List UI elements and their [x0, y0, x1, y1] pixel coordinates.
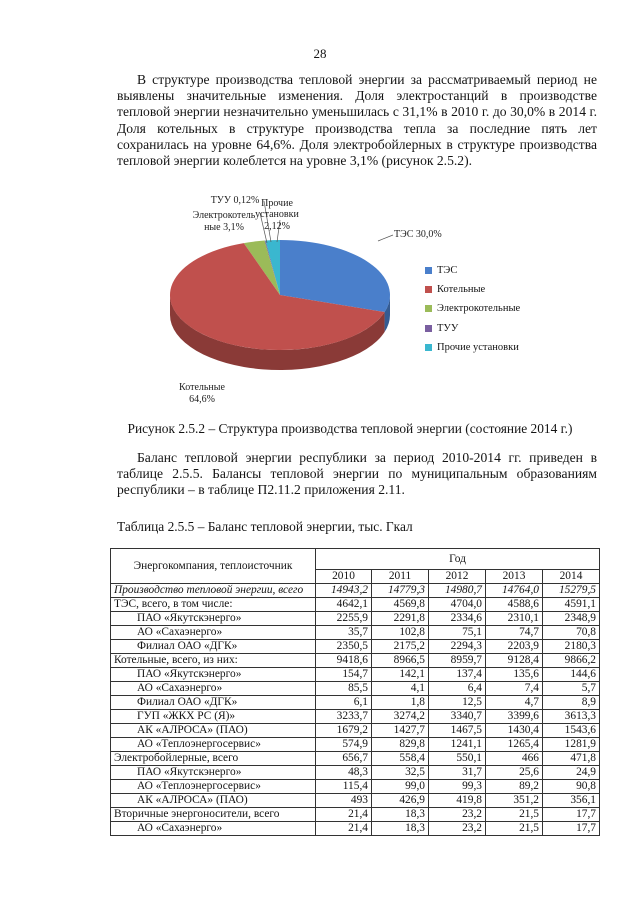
row-value: 829,8	[372, 738, 429, 752]
row-value: 31,7	[429, 766, 486, 780]
row-value: 574,9	[316, 738, 372, 752]
other-label-line2: установки	[255, 209, 299, 220]
table-row	[111, 822, 600, 836]
table-row	[111, 584, 600, 598]
table-caption: Таблица 2.5.5 – Баланс тепловой энергии, тыс. Гкал	[117, 519, 413, 534]
table-row	[111, 766, 600, 780]
row-value: 3399,6	[486, 710, 543, 724]
row-value: 3274,2	[372, 710, 429, 724]
header-year: 2010	[316, 570, 372, 584]
row-value: 1467,5	[429, 724, 486, 738]
row-label: АО «Теплоэнергосервис»	[111, 738, 316, 752]
row-value: 2291,8	[372, 612, 429, 626]
other-label-line3: 2,12%	[264, 221, 290, 232]
row-value: 2255,9	[316, 612, 372, 626]
table-row	[111, 682, 600, 696]
balance-paragraph: Баланс тепловой энергии республики за период 2010-2014 гг. приведен в таблице 2.5.5. Балансы тепловой энергии по муниципальным образованиям республики – в таблице П2.11.2 приложения 2.11.	[117, 450, 597, 498]
row-label: ПАО «Якутскэнерго»	[111, 668, 316, 682]
legend-swatch	[425, 286, 432, 293]
row-value: 1241,1	[429, 738, 486, 752]
table-row	[111, 808, 600, 822]
row-value: 4704,0	[429, 598, 486, 612]
row-value: 25,6	[486, 766, 543, 780]
row-value: 14779,3	[372, 584, 429, 598]
page-number: 28	[313, 46, 327, 61]
row-value: 137,4	[429, 668, 486, 682]
row-value: 4,1	[372, 682, 429, 696]
row-value: 7,4	[486, 682, 543, 696]
row-label: Производство тепловой энергии, всего	[111, 584, 316, 598]
row-value: 2350,5	[316, 640, 372, 654]
table-row	[111, 654, 600, 668]
row-label: Филиал ОАО «ДГК»	[111, 696, 316, 710]
row-value: 1543,6	[543, 724, 600, 738]
row-value: 4588,6	[486, 598, 543, 612]
row-value: 21,5	[486, 822, 543, 836]
legend-item-tuu	[425, 319, 520, 338]
electro-label-line1: Электрокотель	[192, 210, 256, 221]
row-value: 17,7	[543, 822, 600, 836]
row-value: 99,0	[372, 780, 429, 794]
row-value: 6,1	[316, 696, 372, 710]
row-value: 4642,1	[316, 598, 372, 612]
row-label: АО «Сахаэнерго»	[111, 626, 316, 640]
figure-caption: Рисунок 2.5.2 – Структура производства тепловой энергии (состояние 2014 г.)	[127, 421, 573, 436]
table-row	[111, 710, 600, 724]
row-value: 21,5	[486, 808, 543, 822]
row-value: 135,6	[486, 668, 543, 682]
row-label: ГУП «ЖКХ РС (Я)»	[111, 710, 316, 724]
row-value: 2203,9	[486, 640, 543, 654]
row-value: 1430,4	[486, 724, 543, 738]
table-row	[111, 640, 600, 654]
row-value: 471,8	[543, 752, 600, 766]
row-value: 74,7	[486, 626, 543, 640]
row-value: 9866,2	[543, 654, 600, 668]
row-value: 466	[486, 752, 543, 766]
row-label: ПАО «Якутскэнерго»	[111, 612, 316, 626]
legend-item-other	[425, 338, 520, 357]
header-year: 2011	[372, 570, 429, 584]
table-row	[111, 752, 600, 766]
row-value: 2294,3	[429, 640, 486, 654]
row-value: 1,8	[372, 696, 429, 710]
legend-label: Электрокотельные	[437, 303, 521, 315]
row-value: 115,4	[316, 780, 372, 794]
table-row	[111, 738, 600, 752]
row-value: 35,7	[316, 626, 372, 640]
tes-callout-line	[378, 235, 393, 241]
row-value: 493	[316, 794, 372, 808]
row-value: 3613,3	[543, 710, 600, 724]
table-header-row	[111, 549, 600, 570]
other-label-line1: Прочие	[261, 198, 293, 209]
row-label: АО «Сахаэнерго»	[111, 682, 316, 696]
row-label: Электробойлерные, всего	[111, 752, 316, 766]
row-label: ТЭС, всего, в том числе:	[111, 598, 316, 612]
row-value: 14980,7	[429, 584, 486, 598]
row-value: 2180,3	[543, 640, 600, 654]
legend-swatch	[425, 344, 432, 351]
row-label: АО «Теплоэнергосервис»	[111, 780, 316, 794]
row-label: АО «Сахаэнерго»	[111, 822, 316, 836]
table-row	[111, 780, 600, 794]
row-value: 1265,4	[486, 738, 543, 752]
row-value: 426,9	[372, 794, 429, 808]
row-value: 550,1	[429, 752, 486, 766]
table-row	[111, 598, 600, 612]
table-row	[111, 794, 600, 808]
row-value: 558,4	[372, 752, 429, 766]
row-label: АК «АЛРОСА» (ПАО)	[111, 794, 316, 808]
intro-paragraph: В структуре производства тепловой энергии за рассматриваемый период не выявлены значительные изменения. Доля электростанций в производстве тепловой энергии незначительно уменьшилась с 31,1% в 2010 г. до 30,0% в 2014 г. Доля котельных в структуре производства тепла за последние пять лет сохранилась на уровне 64,6%. Доля электробойлерных в структуре производства тепловой энергии колеблется на уровне 3,1% (рисунок 2.5.2).	[117, 72, 597, 169]
table-row	[111, 626, 600, 640]
row-value: 656,7	[316, 752, 372, 766]
boilers-label-line1: Котельные	[179, 382, 225, 393]
legend-swatch	[425, 325, 432, 332]
header-year: 2012	[429, 570, 486, 584]
legend-label: Прочие установки	[437, 341, 519, 353]
row-value: 4,7	[486, 696, 543, 710]
row-value: 90,8	[543, 780, 600, 794]
legend-item-tes	[425, 261, 520, 280]
row-value: 2310,1	[486, 612, 543, 626]
row-value: 23,2	[429, 808, 486, 822]
legend-label: Котельные	[437, 284, 486, 296]
row-value: 154,7	[316, 668, 372, 682]
row-value: 12,5	[429, 696, 486, 710]
row-value: 5,7	[543, 682, 600, 696]
heat-balance-table	[110, 548, 600, 836]
row-value: 419,8	[429, 794, 486, 808]
row-value: 351,2	[486, 794, 543, 808]
row-value: 3340,7	[429, 710, 486, 724]
row-value: 8966,5	[372, 654, 429, 668]
tuu-label: ТУУ 0,12%	[210, 195, 260, 206]
row-value: 14943,2	[316, 584, 372, 598]
row-label: Вторичные энергоносители, всего	[111, 808, 316, 822]
legend-swatch	[425, 305, 432, 312]
table-row	[111, 724, 600, 738]
row-value: 32,5	[372, 766, 429, 780]
row-value: 14764,0	[486, 584, 543, 598]
table-row	[111, 668, 600, 682]
pie-chart	[160, 195, 460, 410]
row-value: 102,8	[372, 626, 429, 640]
row-value: 24,9	[543, 766, 600, 780]
electro-label-line2: ные 3,1%	[204, 222, 244, 233]
header-company: Энергокомпания, теплоисточник	[111, 549, 316, 584]
row-value: 142,1	[372, 668, 429, 682]
row-value: 2175,2	[372, 640, 429, 654]
header-year: 2013	[486, 570, 543, 584]
legend-swatch	[425, 267, 432, 274]
row-value: 75,1	[429, 626, 486, 640]
row-value: 2334,6	[429, 612, 486, 626]
legend-label: ТЭС	[437, 265, 458, 277]
row-value: 48,3	[316, 766, 372, 780]
row-value: 18,3	[372, 822, 429, 836]
pie-tops	[170, 240, 390, 350]
row-value: 9128,4	[486, 654, 543, 668]
legend-item-boilers	[425, 280, 520, 299]
header-year-group: Год	[316, 549, 600, 570]
row-label: АК «АЛРОСА» (ПАО)	[111, 724, 316, 738]
row-value: 144,6	[543, 668, 600, 682]
table-row	[111, 612, 600, 626]
row-value: 8959,7	[429, 654, 486, 668]
row-value: 4591,1	[543, 598, 600, 612]
legend-item-electro	[425, 299, 520, 318]
row-value: 21,4	[316, 822, 372, 836]
row-value: 9418,6	[316, 654, 372, 668]
row-value: 70,8	[543, 626, 600, 640]
row-value: 1679,2	[316, 724, 372, 738]
row-value: 1427,7	[372, 724, 429, 738]
row-value: 89,2	[486, 780, 543, 794]
table-row	[111, 696, 600, 710]
boilers-label-line2: 64,6%	[189, 394, 215, 405]
row-value: 17,7	[543, 808, 600, 822]
row-value: 99,3	[429, 780, 486, 794]
header-year: 2014	[543, 570, 600, 584]
row-value: 6,4	[429, 682, 486, 696]
row-value: 2348,9	[543, 612, 600, 626]
row-value: 1281,9	[543, 738, 600, 752]
chart-legend	[425, 261, 520, 357]
legend-label: ТУУ	[437, 322, 459, 334]
row-label: Филиал ОАО «ДГК»	[111, 640, 316, 654]
row-label: Котельные, всего, из них:	[111, 654, 316, 668]
row-value: 3233,7	[316, 710, 372, 724]
row-value: 15279,5	[543, 584, 600, 598]
tes-label: ТЭС 30,0%	[394, 229, 442, 240]
row-value: 23,2	[429, 822, 486, 836]
row-value: 21,4	[316, 808, 372, 822]
row-value: 356,1	[543, 794, 600, 808]
row-value: 8,9	[543, 696, 600, 710]
row-value: 85,5	[316, 682, 372, 696]
row-value: 18,3	[372, 808, 429, 822]
row-value: 4569,8	[372, 598, 429, 612]
row-label: ПАО «Якутскэнерго»	[111, 766, 316, 780]
